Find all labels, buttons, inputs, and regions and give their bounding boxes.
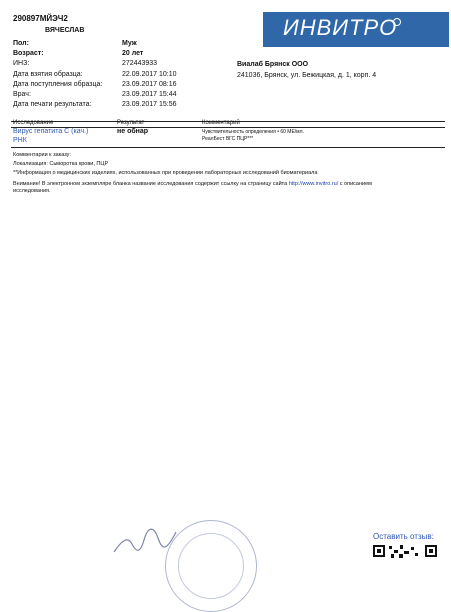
table-bottom-rule	[11, 147, 445, 148]
lab-address: 241036, Брянск, ул. Бежицкая, д. 1, корп. 4	[237, 72, 377, 79]
inz-label: ИНЗ:	[13, 60, 30, 67]
age-label: Возраст:	[13, 50, 44, 57]
test-name-link[interactable]: Вирус гепатита С (кач.)	[13, 128, 89, 135]
column-header-test: Исследование	[13, 120, 54, 126]
sample-date-value: 22.09.2017 10:10	[122, 71, 177, 78]
comment-line2: РеалБест ВГС ПЦР***	[202, 136, 254, 142]
sex-label: Пол:	[13, 40, 29, 47]
print-date-label: Дата печати результата:	[13, 101, 92, 108]
sample-date-label: Дата взятия образца:	[13, 71, 83, 78]
attention-note-line2: исследования.	[13, 188, 51, 194]
invitro-site-link[interactable]: http://www.invitro.ru/	[288, 181, 339, 187]
receipt-date-label: Дата поступления образца:	[13, 81, 103, 88]
order-comment: Комментарии к заказу:	[13, 152, 71, 158]
doctor-label: Врач:	[13, 91, 31, 98]
order-id: 290897МЙЭЧ2	[13, 14, 68, 23]
column-header-result: Результат	[117, 120, 145, 126]
lab-stamp-image	[165, 520, 257, 612]
medical-devices-note: **Информация о медицинских изделиях, использованных при проведении лабораторных исследований биоматериала	[13, 170, 318, 176]
feedback-label: Оставить отзыв:	[373, 532, 434, 541]
attention-text: Внимание! В электронном экземпляре бланка название исследования содержит ссылку на страницу сайта	[13, 181, 288, 187]
receipt-date-value: 23.09.2017 08:16	[122, 81, 177, 88]
test-name-link-line2[interactable]: РНК	[13, 137, 27, 144]
result-value: не обнар	[117, 128, 149, 135]
sex-value: Муж	[122, 40, 137, 47]
registered-mark-icon	[393, 18, 401, 26]
patient-name: ВЯЧЕСЛАВ	[45, 27, 85, 34]
comment-line1: Чувствительность определения • 60 МЕ/мл.	[202, 129, 304, 135]
column-header-comment: Комментарий	[202, 120, 240, 126]
feedback-qr-code-icon[interactable]	[373, 545, 439, 558]
age-value: 20 лет	[122, 50, 144, 57]
print-date-value: 23.09.2017 15:56	[122, 101, 177, 108]
lab-name: Виалаб Брянск ООО	[237, 61, 309, 68]
doctor-value: 23.09.2017 15:44	[122, 91, 177, 98]
logo-text: ИНВИТРО	[283, 15, 398, 40]
attention-note	[13, 181, 372, 187]
attention-text-end: с описанием	[339, 181, 372, 187]
invitro-logo	[263, 12, 449, 47]
localization-note: Локализация: Сыворотка крови, ПЦР	[13, 161, 109, 167]
inz-value: 272443933	[122, 60, 158, 67]
